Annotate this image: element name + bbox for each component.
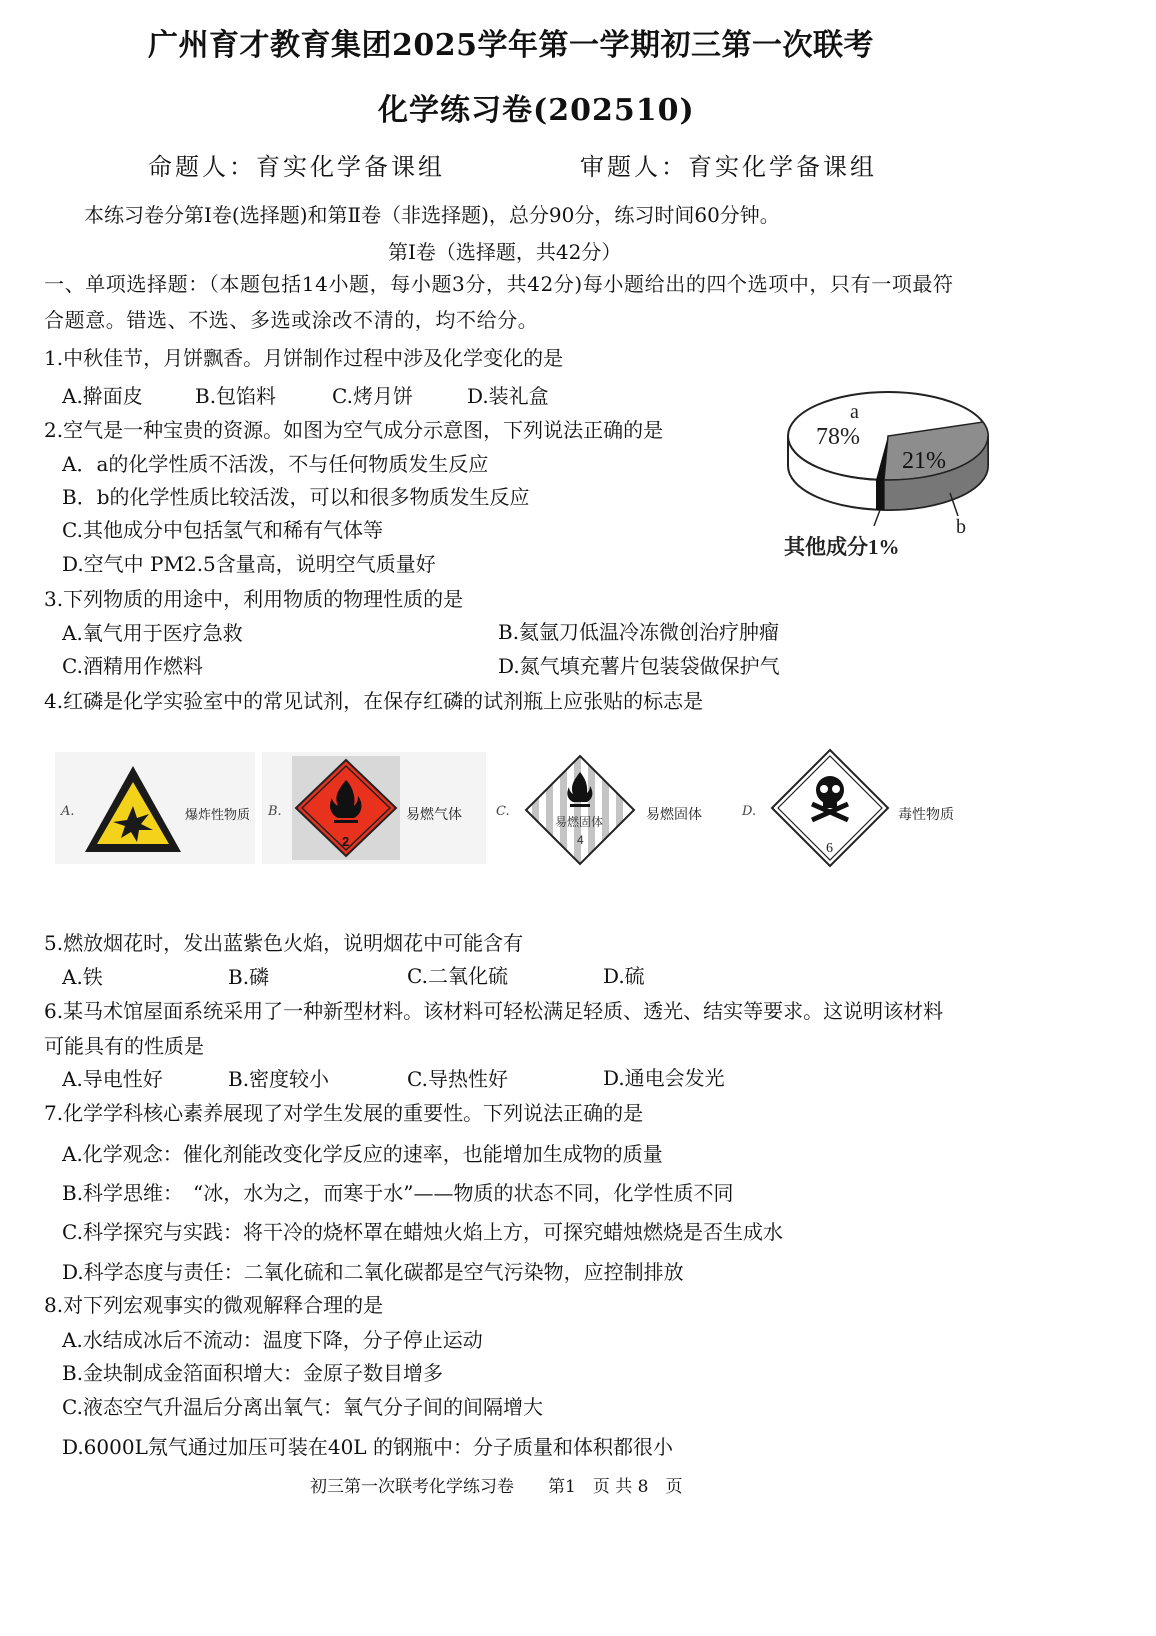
q4-stem: 4.红磷是化学实验室中的常见试剂，在保存红磷的试剂瓶上应张贴的标志是 (44, 689, 704, 713)
sign-c-caption: 易燃固体 (646, 807, 702, 823)
sign-d-number: 6 (826, 841, 833, 856)
q8-option-a: A.水结成冰后不流动：温度下降，分子停止运动 (62, 1328, 483, 1352)
pie-label-b: b (956, 516, 966, 538)
q8-option-b: B.金块制成金箔面积增大：金原子数目增多 (62, 1361, 444, 1385)
q6-option-c: C.导热性好 (407, 1067, 508, 1091)
q6-stem-line1: 6.某马术馆屋面系统采用了一种新型材料。该材料可轻松满足轻质、透光、结实等要求。这说明该材料 (44, 999, 944, 1023)
flame-icon (522, 752, 638, 868)
q3-stem: 3.下列物质的用途中，利用物质的物理性质的是 (44, 587, 464, 611)
q7-option-c: C.科学探究与实践：将干冷的烧杯罩在蜡烛火焰上方，可探究蜡烛燃烧是否生成水 (62, 1220, 783, 1244)
skull-icon (768, 746, 892, 870)
q6-option-a: A.导电性好 (62, 1067, 163, 1091)
q1-option-c: C.烤月饼 (332, 384, 413, 408)
q5-option-c: C.二氧化硫 (407, 964, 508, 988)
sign-a (55, 752, 255, 864)
sign-a-caption: 爆炸性物质 (185, 808, 251, 823)
author-left: 命题人：育实化学备课组 (148, 153, 445, 181)
sign-d-letter: D. (742, 804, 757, 819)
q5-option-b: B.磷 (228, 965, 270, 989)
q2-stem: 2.空气是一种宝贵的资源。如图为空气成分示意图，下列说法正确的是 (44, 418, 664, 442)
sign-d-caption: 毒性物质 (898, 807, 954, 823)
q1-option-d: D.装礼盒 (467, 384, 549, 408)
explosive-icon (81, 762, 185, 858)
q3-option-b: B.氦氩刀低温冷冻微创治疗肿瘤 (498, 620, 780, 644)
sign-c (492, 752, 728, 864)
q2-option-d: D.空气中 PM2.5含量高，说明空气质量好 (62, 552, 436, 576)
q8-stem: 8.对下列宏观事实的微观解释合理的是 (44, 1293, 384, 1317)
q7-stem: 7.化学学科核心素养展现了对学生发展的重要性。下列说法正确的是 (44, 1101, 644, 1125)
q5-option-a: A.铁 (62, 965, 103, 989)
pie-label-a: a (850, 401, 859, 423)
q2-option-c: C.其他成分中包括氢气和稀有气体等 (62, 518, 383, 542)
q6-option-b: B.密度较小 (228, 1067, 330, 1091)
sign-b-letter: B. (268, 804, 282, 819)
q5-option-d: D.硫 (603, 964, 645, 988)
q5-stem: 5.燃放烟花时，发出蓝紫色火焰，说明烟花中可能含有 (44, 931, 524, 955)
q1-stem: 1.中秋佳节，月饼飘香。月饼制作过程中涉及化学变化的是 (44, 346, 564, 370)
exam-title: 广州育才教育集团2025学年第一学期初三第一次联考 (148, 28, 874, 63)
exam-subtitle: 化学练习卷(202510) (378, 93, 695, 128)
pie-value-a: 78% (816, 424, 860, 450)
q2-option-b: B．b的化学性质比较活泼，可以和很多物质发生反应 (62, 485, 530, 509)
intro-text: 本练习卷分第Ⅰ卷(选择题)和第Ⅱ卷（非选择题)，总分90分，练习时间60分钟。 (84, 203, 780, 227)
q8-option-c: C.液态空气升温后分离出氧气：氧气分子间的间隔增大 (62, 1395, 543, 1419)
instructions-line1: 一、单项选择题：（本题包括14小题，每小题3分，共42分)每小题给出的四个选项中，只有一项最符 (44, 272, 954, 296)
q6-stem-line2: 可能具有的性质是 (44, 1034, 204, 1058)
flame-icon (290, 754, 402, 862)
sign-b-caption: 易燃气体 (406, 807, 462, 823)
pie-value-b: 21% (902, 448, 946, 474)
air-composition-figure (780, 378, 990, 568)
q6-option-d: D.通电会发光 (603, 1066, 725, 1090)
sign-b-number: 2 (342, 834, 350, 849)
sign-a-letter: A. (61, 804, 75, 819)
q3-option-c: C.酒精用作燃料 (62, 654, 203, 678)
q8-option-d: D.6000L氖气通过加压可装在40L 的钢瓶中：分子质量和体积都很小 (62, 1435, 673, 1459)
q1-option-b: B.包馅料 (195, 384, 277, 408)
sign-c-number: 4 (577, 833, 584, 847)
q7-option-a: A.化学观念：催化剂能改变化学反应的速率，也能增加生成物的质量 (62, 1142, 663, 1166)
author-right: 审题人：育实化学备课组 (580, 153, 877, 181)
pie-label-other: 其他成分1% (784, 535, 900, 559)
sign-b (262, 752, 486, 864)
q7-option-b: B.科学思维： “冰，水为之，而寒于水”——物质的状态不同，化学性质不同 (62, 1181, 734, 1205)
sign-d (738, 746, 978, 870)
q3-option-a: A.氧气用于医疗急救 (62, 621, 243, 645)
section-title: 第Ⅰ卷（选择题，共42分） (388, 240, 622, 264)
sign-c-inner-text: 易燃固体 (555, 815, 604, 829)
air-composition-pie (780, 378, 990, 568)
instructions-line2: 合题意。错选、不选、多选或涂改不清的，均不给分。 (44, 308, 539, 332)
sign-c-letter: C. (496, 804, 510, 819)
q1-option-a: A.擀面皮 (62, 384, 143, 408)
q3-option-d: D.氮气填充薯片包装袋做保护气 (498, 654, 780, 678)
q2-option-a: A．a的化学性质不活泼，不与任何物质发生反应 (62, 452, 489, 476)
page-footer: 初三第一次联考化学练习卷 第1 页 共 8 页 (310, 1477, 683, 1497)
q7-option-d: D.科学态度与责任：二氧化硫和二氧化碳都是空气污染物，应控制排放 (62, 1260, 684, 1284)
